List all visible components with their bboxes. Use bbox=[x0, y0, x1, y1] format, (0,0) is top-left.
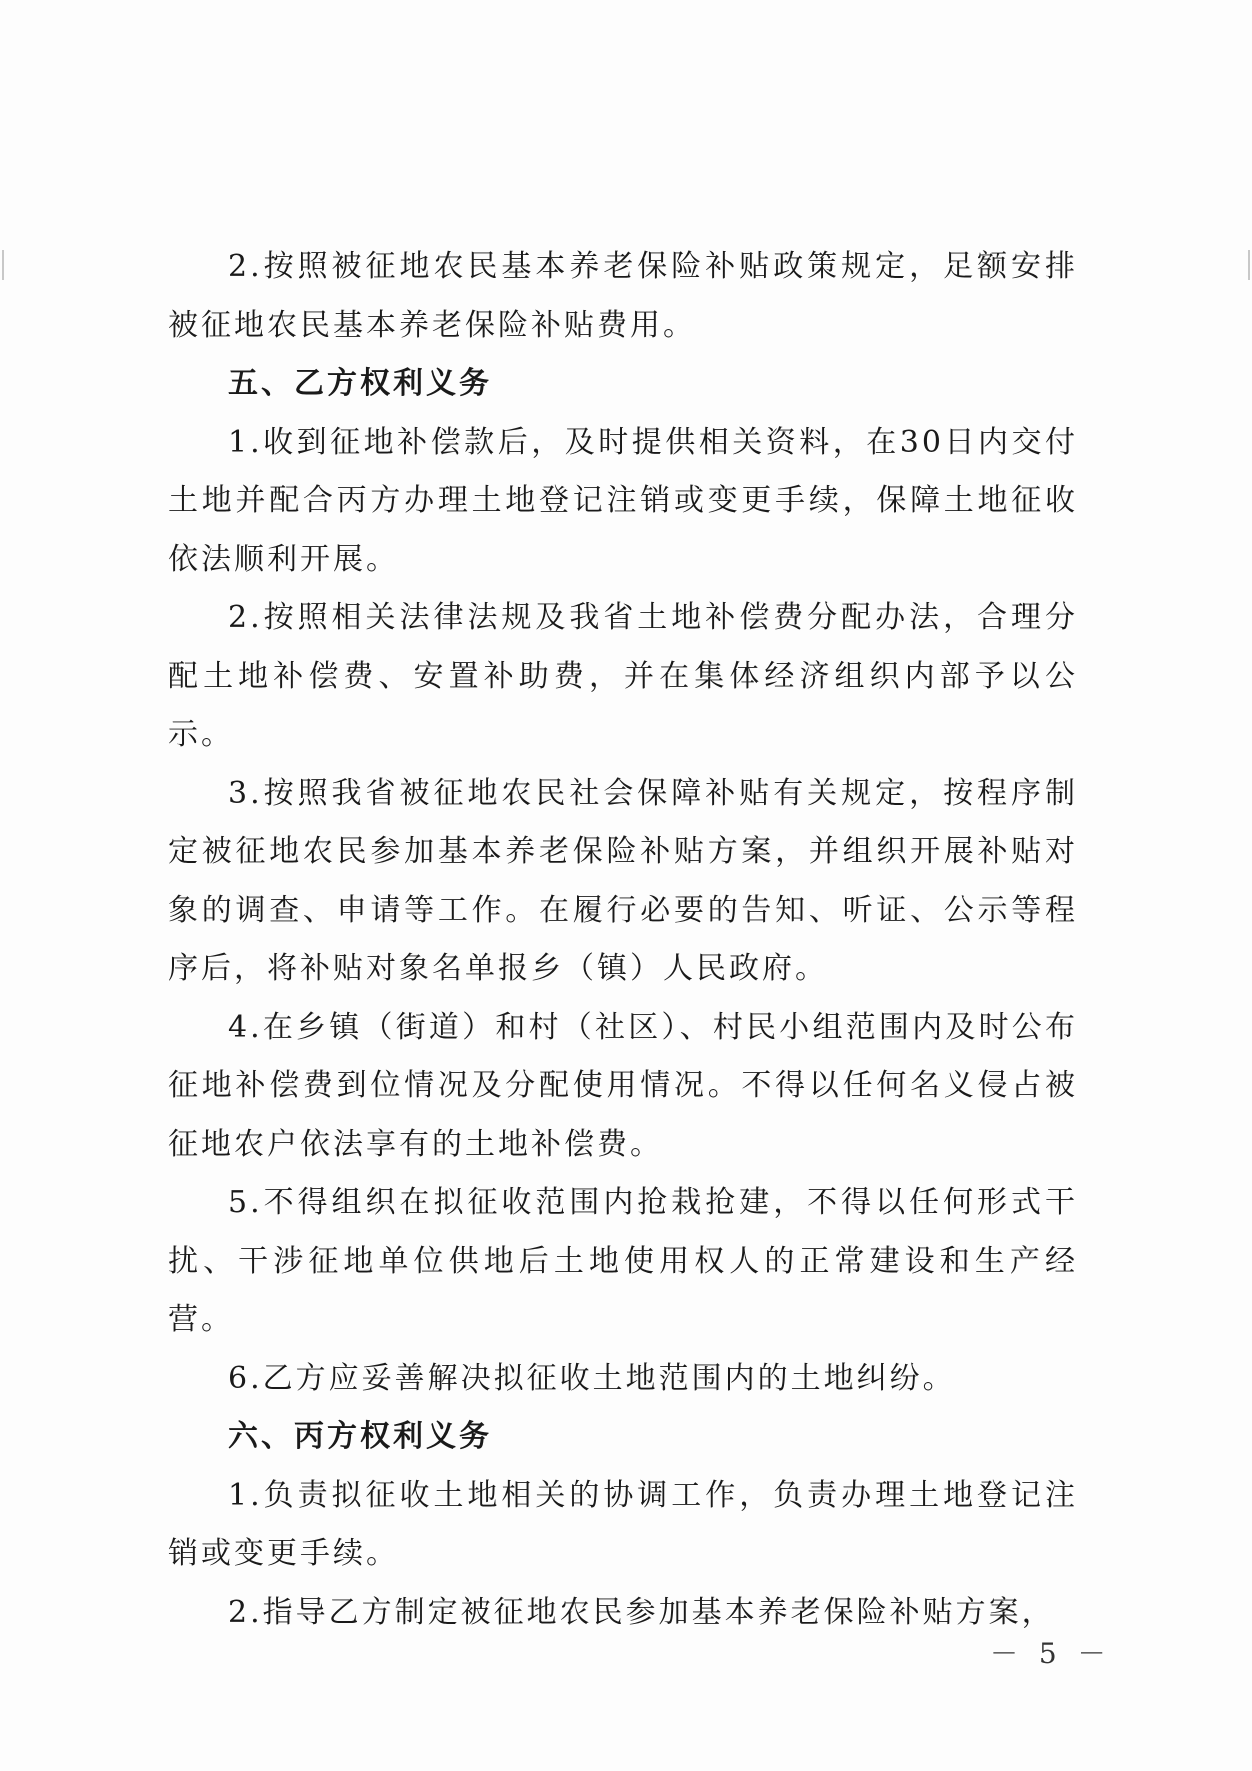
paragraph: 4.在乡镇（街道）和村（社区）、村民小组范围内及时公布征地补偿费到位情况及分配使用情况。不得以任何名义侵占被征地农户依法享有的土地补偿费。 bbox=[168, 1009, 1078, 1162]
page-number: － 5 － bbox=[990, 1637, 1112, 1670]
scan-edge-mark-left bbox=[2, 250, 14, 280]
paragraph: 1.负责拟征收土地相关的协调工作，负责办理土地登记注销或变更手续。 bbox=[168, 1477, 1078, 1571]
document-body bbox=[168, 238, 1078, 1642]
section-heading: 五、乙方权利义务 bbox=[228, 366, 492, 401]
paragraph: 2.按照相关法律法规及我省土地补偿费分配办法，合理分配土地补偿费、安置补助费，并在集体经济组织内部予以公示。 bbox=[168, 600, 1078, 752]
paragraph: 3.按照我省被征地农民社会保障补贴有关规定，按程序制定被征地农民参加基本养老保险补贴方案，并组织开展补贴对象的调查、申请等工作。在履行必要的告知、听证、公示等程序后，将补贴对象名单报乡（镇）人民政府。 bbox=[168, 775, 1078, 986]
paragraph: 2.指导乙方制定被征地农民参加基本养老保险补贴方案， bbox=[228, 1594, 1055, 1630]
paragraph: 5.不得组织在拟征收范围内抢栽抢建，不得以任何形式干扰、干涉征地单位供地后土地使用权人的正常建设和生产经营。 bbox=[168, 1185, 1078, 1337]
scan-edge-mark-right bbox=[1238, 250, 1250, 280]
paragraph: 1.收到征地补偿款后，及时提供相关资料，在30日内交付土地并配合丙方办理土地登记注销或变更手续，保障土地征收依法顺利开展。 bbox=[168, 424, 1078, 577]
section-heading: 六、丙方权利义务 bbox=[228, 1419, 492, 1454]
paragraph: 6.乙方应妥善解决拟征收土地范围内的土地纠纷。 bbox=[228, 1360, 956, 1396]
paragraph: 2.按照被征地农民基本养老保险补贴政策规定，足额安排被征地农民基本养老保险补贴费用。 bbox=[168, 249, 1078, 343]
